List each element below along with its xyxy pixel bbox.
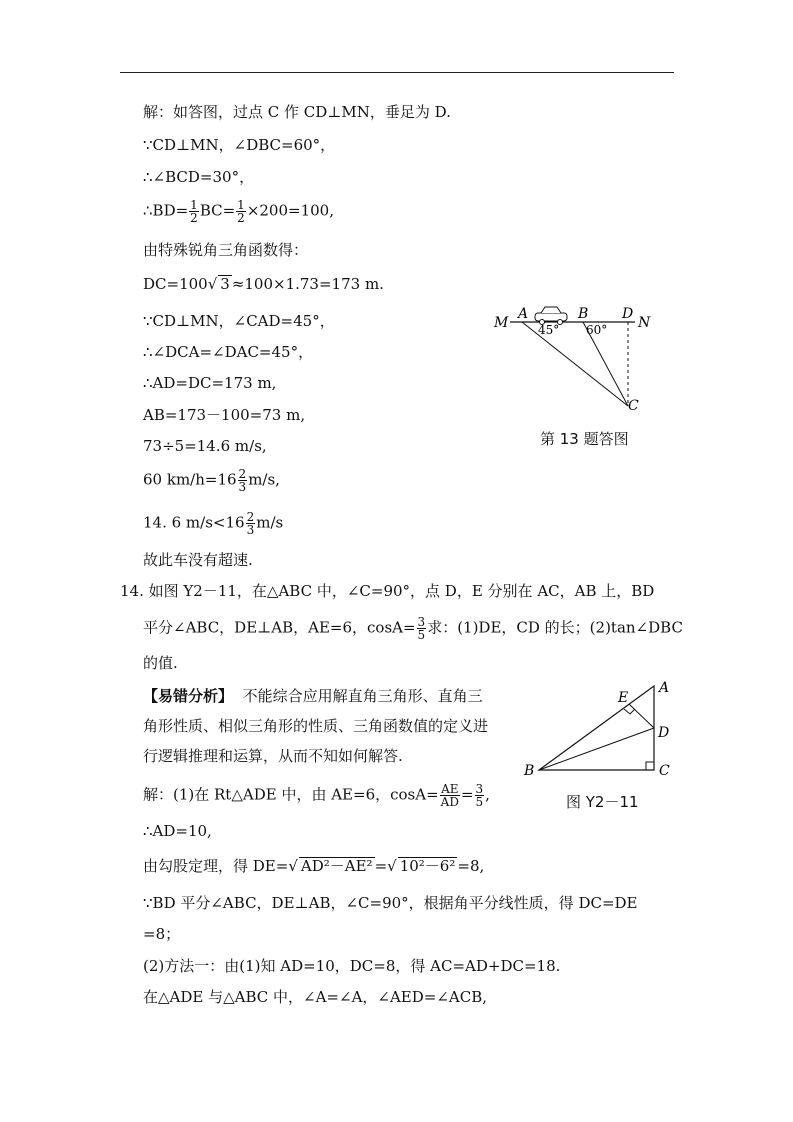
- sol13-line6-b: ≈100×1.73=173 m.: [231, 275, 384, 293]
- triangle-ABC: [539, 686, 654, 770]
- q14-line2-a: 平分∠ABC，DE⊥AB，AE=6，cosA=: [143, 618, 416, 637]
- error-analysis-line3: 行逻辑推理和运算，从而不知如何解答.: [143, 747, 403, 765]
- error-analysis-text1: 不能综合应用解直角三角形、直角三: [242, 687, 483, 705]
- q14-sol-line4: ∵BD 平分∠ABC，DE⊥AB，∠C=90°，根据角平分线性质，得 DC=DE: [143, 894, 638, 912]
- sol13-line12: [143, 468, 280, 493]
- sqrt-sign: √: [288, 857, 298, 875]
- sqrt-sign: √: [387, 857, 397, 875]
- q14-line1: 14. 如图 Y2－11，在△ABC 中，∠C=90°，点 D，E 分别在 AC，AB 上，BD: [120, 582, 655, 600]
- figure-y2-11: [520, 676, 680, 784]
- sol13-line12-a: 60 km/h=16: [143, 470, 237, 489]
- sol13-line9: ∴AD=DC=173 m,: [143, 374, 277, 392]
- frac-num: AE: [441, 782, 459, 796]
- fraction-3-5: [475, 783, 485, 808]
- header-rule: [120, 72, 674, 73]
- sol13-line2: ∵CD⊥MN，∠DBC=60°，: [143, 136, 336, 154]
- sol13-line4-a: ∴BD=: [143, 201, 189, 220]
- figure-y2-11-caption: 图 Y2－11: [566, 793, 639, 811]
- label-M: M: [494, 315, 509, 331]
- q14-line2: [143, 616, 683, 641]
- label-angle-60: 60°: [586, 323, 608, 337]
- q14-sol-line5: =8；: [143, 925, 181, 943]
- sol13-line3: ∴∠BCD=30°，: [143, 168, 255, 186]
- label-B: B: [524, 763, 535, 779]
- right-angle-C: [646, 762, 654, 770]
- q14-sol3-a: 由勾股定理，得 DE=: [143, 857, 289, 875]
- sol13-line12-b: m/s,: [248, 470, 280, 489]
- q14-sol1-a: 解：(1)在 Rt△ADE 中，由 AE=6，cosA=: [143, 785, 439, 804]
- fraction-two-thirds: [238, 468, 248, 493]
- error-analysis-line1: [143, 686, 483, 706]
- right-angle-E: [624, 709, 635, 714]
- q14-sol3-b: =: [374, 857, 388, 875]
- sol13-line14: 故此车没有超速.: [143, 551, 253, 569]
- frac-den: 5: [475, 795, 484, 809]
- sol13-line7: ∵CD⊥MN，∠CAD=45°，: [143, 312, 335, 330]
- fraction-two-thirds: [246, 511, 256, 536]
- label-N: N: [638, 315, 651, 331]
- fraction-half: [236, 199, 246, 224]
- frac-den: AD: [440, 795, 459, 809]
- frac-num: 2: [246, 510, 255, 524]
- sol13-line11: 73÷5=14.6 m/s,: [143, 437, 267, 455]
- q14-sol-line1: [143, 783, 490, 808]
- sol13-line13-b: m/s: [256, 513, 284, 532]
- fraction-AE-AD: [440, 783, 460, 808]
- frac-den: 3: [238, 480, 247, 494]
- sol13-line10: AB=173－100=73 m,: [143, 406, 306, 424]
- fraction-cosA: [417, 616, 427, 641]
- frac-num: 1: [190, 198, 198, 212]
- sol13-line6-a: DC=100: [143, 275, 208, 293]
- line-DE: [629, 704, 654, 728]
- label-angle-45: 45°: [538, 323, 560, 337]
- sol13-line4-b: BC=: [199, 201, 236, 220]
- sol13-line13: [143, 511, 283, 536]
- sol13-line6: [143, 274, 384, 294]
- q14-sol3-c: =8,: [457, 857, 485, 875]
- frac-den: 3: [246, 523, 255, 537]
- sqrt-radicand-2: 10²－6²: [399, 857, 456, 875]
- frac-num: 3: [417, 615, 426, 629]
- sqrt-radicand: 3: [220, 275, 230, 293]
- label-A: A: [659, 680, 670, 696]
- frac-num: 3: [475, 782, 484, 796]
- label-C: C: [659, 763, 670, 779]
- fraction-half: [189, 199, 199, 224]
- label-B: B: [578, 306, 589, 322]
- label-D: D: [658, 725, 670, 741]
- error-analysis-line2: 角形性质、相似三角形的性质、三角函数值的定义进: [143, 717, 489, 735]
- label-D: D: [622, 306, 634, 322]
- sol13-line1: 解：如答图，过点 C 作 CD⊥MN，垂足为 D.: [143, 103, 451, 121]
- error-analysis-label: 【易错分析】: [143, 687, 234, 705]
- q14-line2-b: 求：(1)DE，CD 的长；(2)tan∠DBC: [427, 618, 683, 637]
- line-BD: [539, 728, 654, 770]
- frac-num: 2: [238, 467, 247, 481]
- label-A: A: [518, 306, 529, 322]
- q14-sol-line6: (2)方法一：由(1)知 AD=10，DC=8，得 AC=AD+DC=18.: [143, 957, 561, 975]
- figure-13-caption: 第 13 题答图: [540, 430, 629, 448]
- sol13-line4-c: ×200=100,: [246, 201, 334, 220]
- frac-num: 1: [237, 198, 245, 212]
- frac-den: 2: [190, 211, 198, 225]
- q14-sol-line2: ∴AD=10,: [143, 822, 212, 840]
- label-C: C: [628, 398, 639, 414]
- sqrt-sign: √: [207, 275, 218, 293]
- sol13-line4: [143, 199, 334, 224]
- frac-den: 5: [417, 628, 426, 642]
- frac-den: 2: [237, 211, 245, 225]
- sol13-line5: 由特殊锐角三角函数得：: [143, 241, 309, 259]
- q14-sol-line3: [143, 856, 484, 876]
- q14-sol-line7: 在△ADE 与△ABC 中，∠A=∠A，∠AED=∠ACB,: [143, 988, 488, 1006]
- q14-line3: 的值.: [143, 654, 178, 672]
- q14-sol1-c: ,: [485, 785, 490, 804]
- sol13-line13-a: 14. 6 m/s<16: [143, 513, 245, 532]
- label-E: E: [618, 690, 629, 706]
- figure-13: [480, 298, 670, 418]
- q14-sol1-b: =: [460, 785, 474, 804]
- sol13-line8: ∴∠DCA=∠DAC=45°，: [143, 343, 314, 361]
- sqrt-radicand-1: AD²－AE²: [300, 857, 373, 875]
